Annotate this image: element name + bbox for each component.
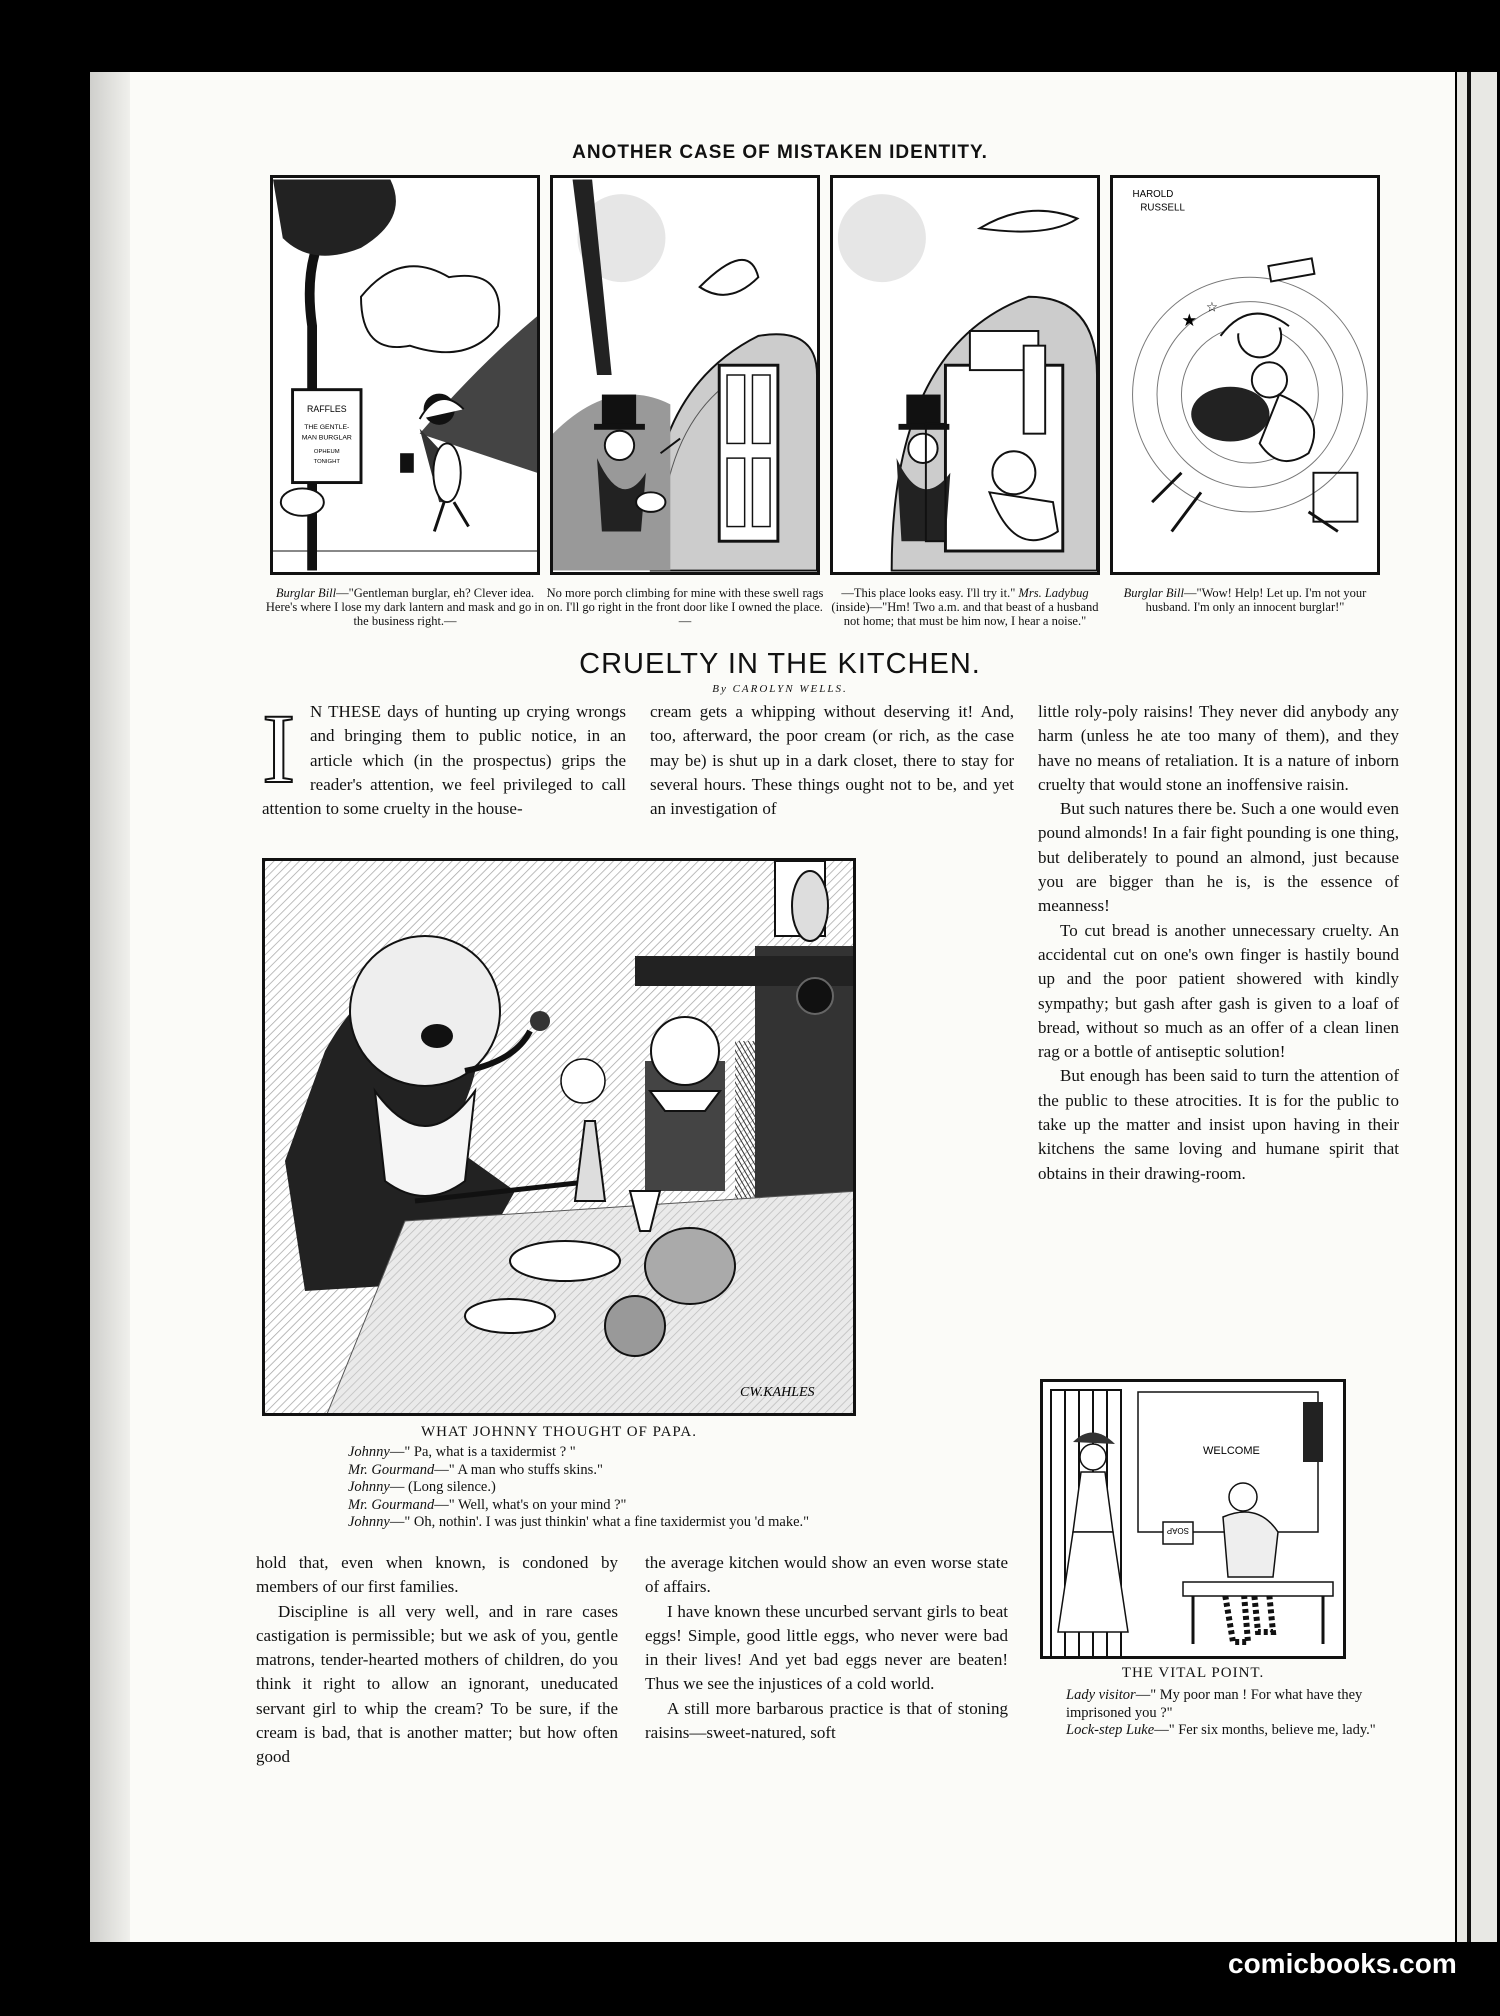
welcome-sign: WELCOME [1203, 1445, 1260, 1457]
svg-text:★: ★ [1181, 310, 1198, 331]
illustration-johnny-and-papa [262, 858, 856, 1416]
drop-cap: I [262, 693, 296, 804]
prison-visit-drawing [1043, 1382, 1346, 1659]
article-col1-bottom [256, 1551, 618, 1770]
dialog-line: Johnny— (Long silence.) [348, 1479, 496, 1495]
illustration2-title: THE VITAL POINT. [1121, 1665, 1265, 1681]
article-paragraph: cream gets a whipping without deserving it! And, too, afterward, the poor cream (or rich, as the case may be) is shut up in a dark closet, there to stay for several hours. These things ought not to be, and yet an investigation of [650, 702, 1014, 819]
illustration1-dialog [348, 1444, 1028, 1532]
comic-strip-title: ANOTHER CASE OF MISTAKEN IDENTITY. [572, 142, 988, 163]
article-paragraph: A still more barbarous practice is that of stoning raisins—sweet-natured, soft [645, 1698, 1008, 1743]
burglar-with-sign-drawing [273, 178, 537, 572]
dialog-line: Johnny—" Oh, nothin'. I was just thinkin' what a fine taxidermist you 'd make." [348, 1514, 810, 1530]
svg-text:RUSSELL: RUSSELL [1140, 202, 1185, 214]
comic-panel-4 [1110, 175, 1380, 575]
dinner-table-drawing [265, 861, 856, 1416]
dialog-line: Mr. Gourmand—" A man who stuffs skins." [348, 1461, 603, 1478]
watermark: comicbooks.com [1228, 1948, 1457, 1979]
svg-text:☆: ☆ [1205, 299, 1219, 315]
article-paragraph: I have known these uncurbed servant girls to beat eggs! Simple, good little eggs, who never were bad in their lives! And yet bad eggs never are beaten! Thus we see the injustices of a cold world. [645, 1601, 1008, 1694]
article-paragraph: N THESE days of hunting up crying wrongs and bringing them to public notice, in an article which (in the prospectus) grips the reader's attention, we feel privileged to call attention to some cruelty in the house- [262, 702, 626, 819]
comic-caption-1: Burglar Bill—"Gentleman burglar, eh? Clever idea. Here's where I lose my dark lantern and mask and go in the business right.— [265, 586, 545, 628]
svg-text:TONIGHT: TONIGHT [313, 458, 340, 465]
article-paragraph: the average kitchen would show an even worse state of affairs. [645, 1553, 1008, 1597]
artist-signature: HAROLD [1132, 189, 1174, 201]
burglar-and-lady-drawing [833, 178, 1097, 572]
article-col3 [1038, 700, 1399, 1186]
article-col1-top [262, 693, 626, 821]
illustration2-dialog [1066, 1687, 1396, 1740]
dialog-line: Lock-step Luke—" Fer six months, believe me, lady." [1066, 1722, 1376, 1738]
facing-page-edge [1457, 72, 1497, 1942]
svg-text:THE GENTLE-: THE GENTLE- [304, 423, 350, 431]
burglar-at-door-drawing [553, 178, 817, 572]
illustration1-title: WHAT JOHNNY THOUGHT OF PAPA. [421, 1424, 697, 1440]
dialog-line: Mr. Gourmand—" Well, what's on your mind ?" [348, 1496, 627, 1513]
article-paragraph: But enough has been said to turn the attention of the public to these atrocities. It is for the public to take up the matter and insist upon having in their kitchens the same loving and humane spirit that obtains in their drawing-room. [1038, 1066, 1399, 1183]
comic-panel-2 [550, 175, 820, 575]
sign-text: RAFFLES [306, 404, 347, 415]
lady-attacks-burglar-drawing [1113, 178, 1377, 572]
dialog-line: Lady visitor—" My poor man ! For what have they imprisoned you ?" [1066, 1687, 1363, 1721]
article-paragraph: little roly-poly raisins! They never did anybody any harm (unless he ate too many of them), and they have no means of retaliation. It is a nature of inborn cruelty that would stone an inoffensive raisin. [1038, 702, 1399, 794]
illustrator-signature: CW.KAHLES [740, 1385, 815, 1400]
soap-sign: SOAP [1166, 1526, 1189, 1535]
article-paragraph: hold that, even when known, is condoned by members of our first families. [256, 1553, 618, 1597]
article-title: CRUELTY IN THE KITCHEN. [579, 648, 981, 680]
article-paragraph: Discipline is all very well, and in rare cases castigation is permissible; but we ask of you, gentle matrons, tender-hearted mothers of children, do you think it right to allow an ignorant, uneducated servant girl to whip the cream? To be sure, if the cream is bad, that is another matter; but how often good [256, 1601, 618, 1767]
comic-caption-4: Burglar Bill—"Wow! Help! Let up. I'm not your husband. I'm only an innocent burglar!" [1123, 586, 1367, 614]
comic-panel-3 [830, 175, 1100, 575]
dialog-line: Johnny—" Pa, what is a taxidermist ? " [348, 1444, 576, 1460]
article-paragraph: But such natures there be. Such a one would even pound almonds! In a fair fight pounding is one thing, but deliberately to pound an almond, just because you are bigger than he is, is the essence of meanness! [1038, 799, 1399, 916]
illustration-vital-point [1040, 1379, 1346, 1659]
comic-caption-2: No more porch climbing for mine with these swell rags on. I'll go right in the front door like I owned the place.— [546, 586, 824, 628]
article-col2-top [650, 700, 1014, 821]
article-paragraph: To cut bread is another unnecessary cruelty. An accidental cut on one's own finger is hastily bound up and the poor patient showered with kindly sympathy; but gash after gash is given to a loaf of bread, without so much as an offer of a clean linen rag or a bottle of antiseptic solution! [1038, 920, 1399, 1062]
article-col2-bottom [645, 1551, 1008, 1745]
article-byline: By CAROLYN WELLS. [712, 683, 848, 695]
svg-text:MAN BURGLAR: MAN BURGLAR [301, 434, 352, 442]
svg-text:OPHEUM: OPHEUM [313, 449, 340, 456]
comic-caption-3: —This place looks easy. I'll try it." Mrs. Ladybug (inside)—"Hm! Two a.m. and that beast of a husband not home; that must be him now, I hear a noise." [831, 586, 1099, 628]
comic-panel-1 [270, 175, 540, 575]
page-gutter [90, 72, 130, 1942]
